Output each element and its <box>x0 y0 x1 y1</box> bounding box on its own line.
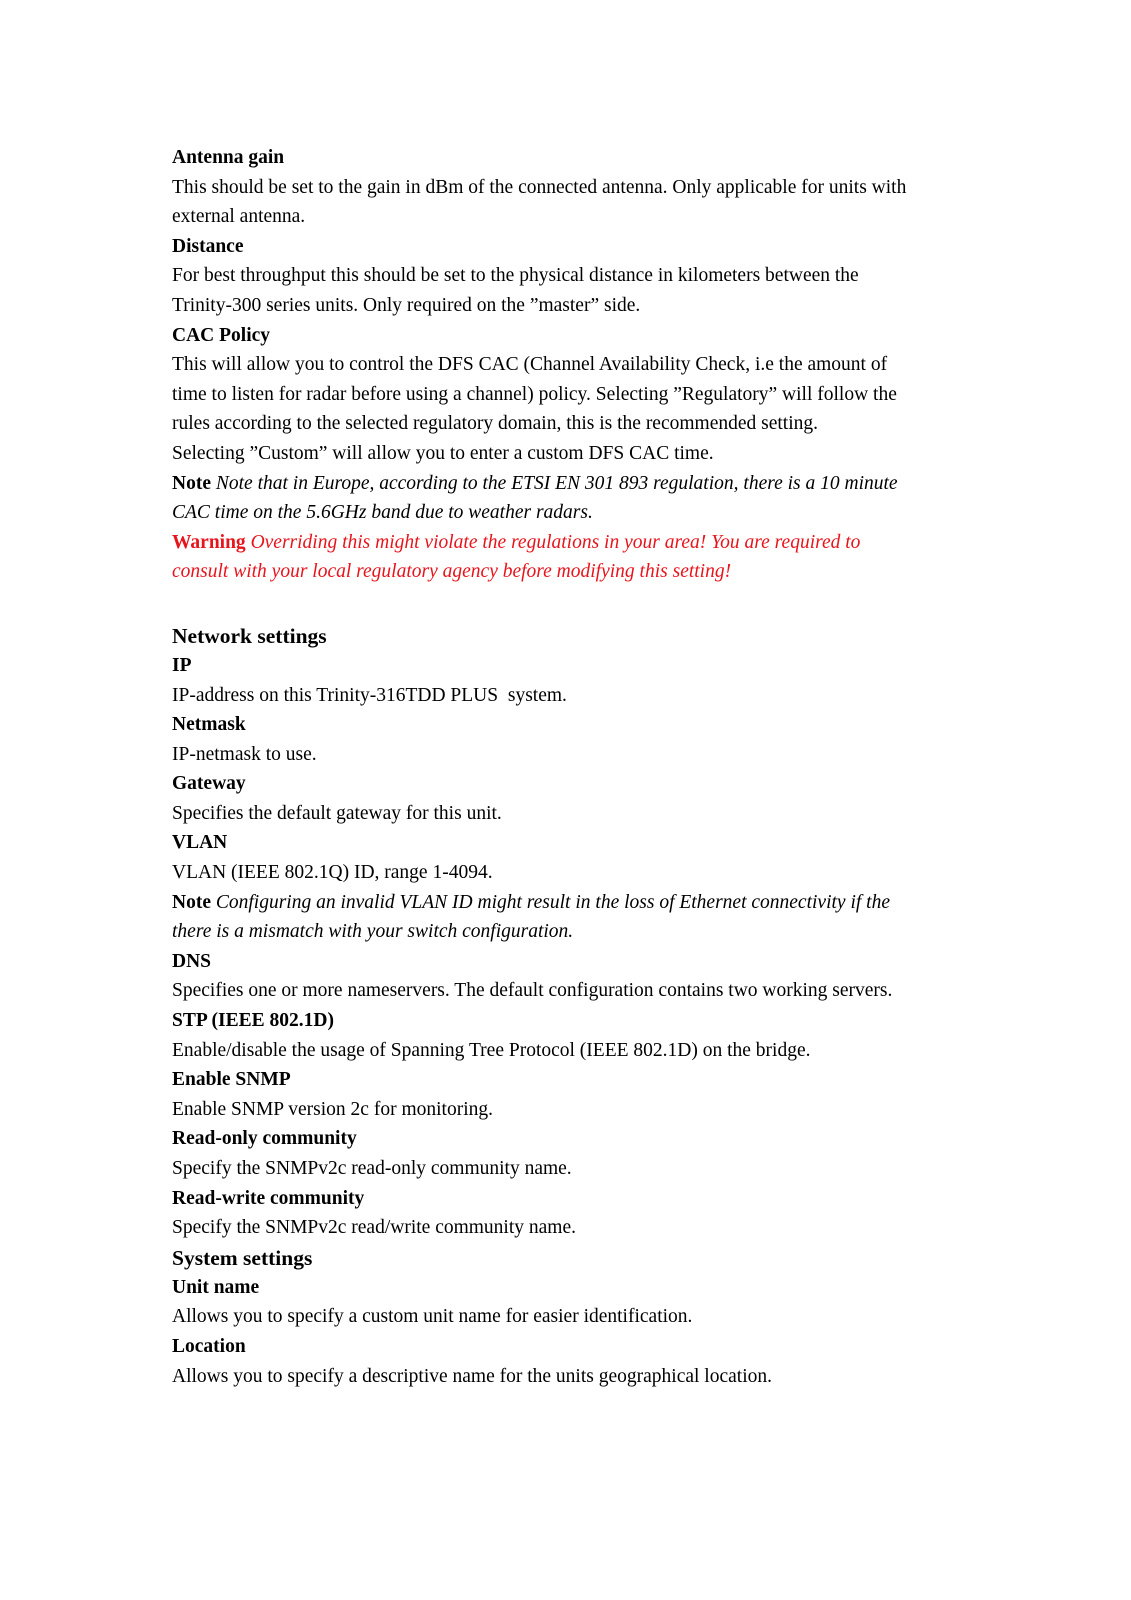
gateway-term: Gateway <box>172 773 246 795</box>
antenna-gain-desc-line1: This should be set to the gain in dBm of the connected antenna. Only applicable for units with <box>172 176 907 198</box>
cac-policy-desc-line3: rules according to the selected regulatory domain, this is the recommended setting. <box>172 413 819 435</box>
cac-policy-desc-line1: This will allow you to control the DFS CAC (Channel Availability Check, i.e the amount of <box>172 354 888 376</box>
snmp-term: Enable SNMP <box>172 1069 291 1091</box>
note-label: Note <box>172 891 211 913</box>
antenna-gain-desc-line2: external antenna. <box>172 206 306 228</box>
netmask-desc: IP-netmask to use. <box>172 743 317 765</box>
rw-community-desc: Specify the SNMPv2c read/write community name. <box>172 1217 576 1239</box>
distance-desc-line1: For best throughput this should be set to the physical distance in kilometers between the <box>172 265 859 287</box>
section-spacer <box>172 587 972 619</box>
ip-term: IP <box>172 654 192 676</box>
dns-desc: Specifies one or more nameservers. The default configuration contains two working servers. <box>172 980 893 1002</box>
antenna-gain-term: Antenna gain <box>172 147 285 168</box>
gateway-desc: Specifies the default gateway for this unit. <box>172 802 502 824</box>
cac-policy-note-line1 <box>172 469 972 499</box>
rw-community-term: Read-write community <box>172 1187 365 1209</box>
snmp-desc: Enable SNMP version 2c for monitoring. <box>172 1098 493 1120</box>
cac-policy-term: CAC Policy <box>172 324 271 346</box>
note-text: Note that in Europe, according to the ETSI EN 301 893 regulation, there is a 10 minute <box>215 472 898 494</box>
note-text: Configuring an invalid VLAN ID might result in the loss of Ethernet connectivity if the <box>215 891 890 913</box>
ro-community-term: Read-only community <box>172 1128 357 1150</box>
network-settings-heading: Network settings <box>172 623 327 648</box>
distance-term: Distance <box>172 235 244 257</box>
stp-desc: Enable/disable the usage of Spanning Tree Protocol (IEEE 802.1D) on the bridge. <box>172 1039 811 1061</box>
location-desc: Allows you to specify a descriptive name for the units geographical location. <box>172 1365 772 1387</box>
cac-policy-note-line2: CAC time on the 5.6GHz band due to weather radars. <box>172 502 593 524</box>
vlan-note-line2: there is a mismatch with your switch configuration. <box>172 921 574 943</box>
dns-term: DNS <box>172 950 212 972</box>
stp-term: STP (IEEE 802.1D) <box>172 1010 334 1032</box>
ip-desc: IP-address on this Trinity-316TDD PLUS system. <box>172 684 567 706</box>
vlan-desc: VLAN (IEEE 802.1Q) ID, range 1-4094. <box>172 862 493 884</box>
warning-text: Overriding this might violate the regulations in your area! You are required to <box>250 531 861 553</box>
cac-policy-warning-line2: consult with your local regulatory agency before modifying this setting! <box>172 561 732 583</box>
unit-name-desc: Allows you to specify a custom unit name for easier identification. <box>172 1306 693 1328</box>
location-term: Location <box>172 1335 246 1357</box>
distance-desc-line2: Trinity-300 series units. Only required on the ”master” side. <box>172 294 641 316</box>
system-settings-heading: System settings <box>172 1245 313 1270</box>
cac-policy-desc-line2: time to listen for radar before using a channel) policy. Selecting ”Regulatory” will follow the <box>172 383 897 405</box>
vlan-note-line1 <box>172 888 972 918</box>
vlan-term: VLAN <box>172 832 228 854</box>
netmask-term: Netmask <box>172 714 246 736</box>
unit-name-term: Unit name <box>172 1276 260 1298</box>
note-label: Note <box>172 472 211 494</box>
cac-policy-desc-line4: Selecting ”Custom” will allow you to enter a custom DFS CAC time. <box>172 442 714 464</box>
warning-label: Warning <box>172 531 246 553</box>
document-page <box>172 143 972 1391</box>
ro-community-desc: Specify the SNMPv2c read-only community name. <box>172 1158 572 1179</box>
cac-policy-warning-line1 <box>172 528 972 558</box>
